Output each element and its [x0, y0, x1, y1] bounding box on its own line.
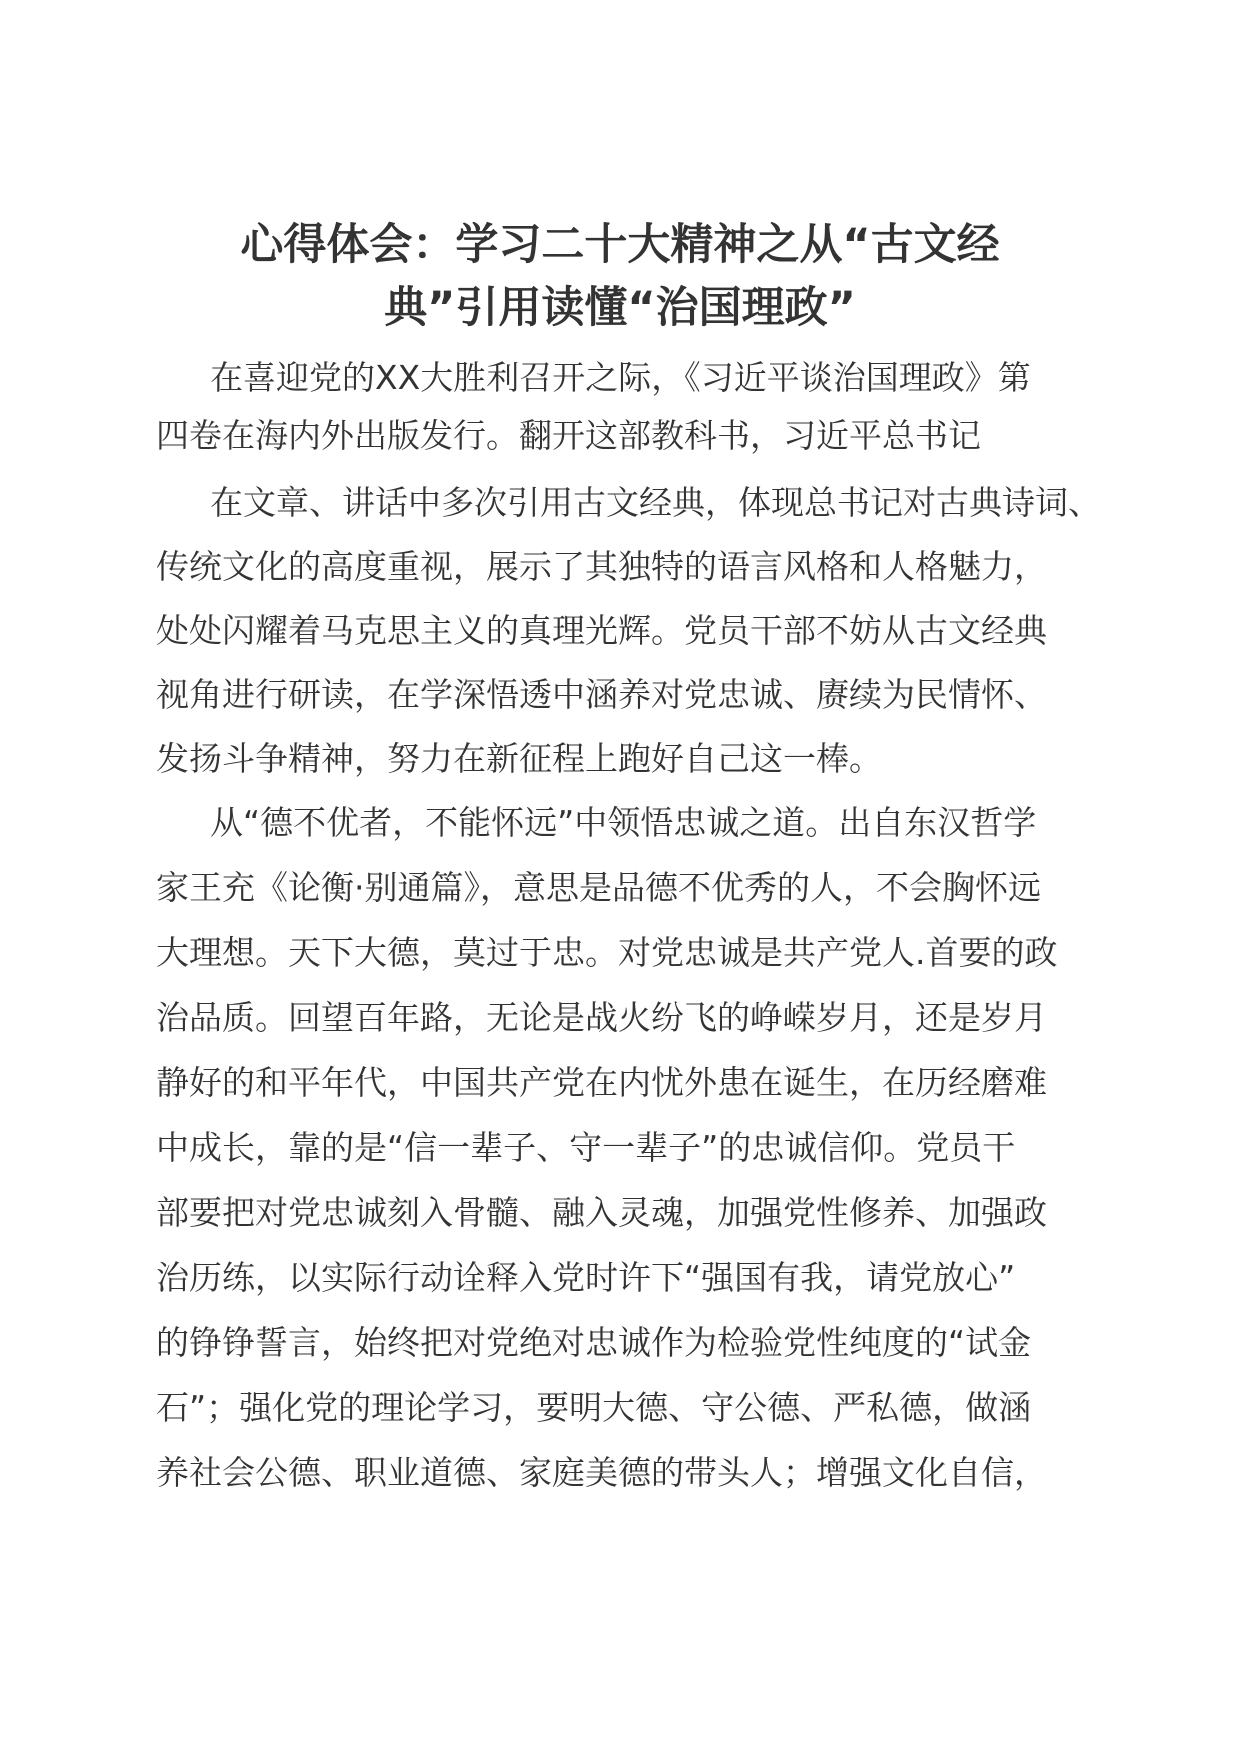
body-line: 中成长，靠的是“信一辈子、守一辈子”的忠诚信仰。党员干 — [156, 1128, 1016, 1167]
body-line: 部要把对党忠诚刻入骨髓、融入灵魂，加强党性修养、加强政 — [156, 1193, 1047, 1232]
body-line: 家王充《论衡·别通篇》，意思是品德不优秀的人，不会胸怀远 — [156, 868, 1041, 907]
body-line: 大理想。天下大德，莫过于忠。对党忠诚是共产党人.首要的政 — [156, 933, 1058, 972]
body-line: 的铮铮誓言，始终把对党绝对忠诚作为检验党性纯度的“试金 — [156, 1323, 1032, 1362]
body-line: 在喜迎党的XX大胜利召开之际，《习近平谈治国理政》第 — [210, 358, 1031, 397]
body-line: 治历练，以实际行动诠释入党时许下“强国有我，请党放心” — [156, 1258, 1016, 1297]
body-line: 从“德不优者，不能怀远”中领悟忠诚之道。出自东汉哲学 — [210, 803, 1037, 842]
document-title-line-2: 典”引用读懂“治国理政” — [384, 283, 856, 333]
body-line: 在文章、讲话中多次引用古文经典，体现总书记对古典诗词、 — [210, 483, 1101, 522]
body-line: 传统文化的高度重视，展示了其独特的语言风格和人格魅力， — [156, 547, 1047, 586]
body-line: 发扬斗争精神，努力在新征程上跑好自己这一棒。 — [156, 739, 882, 778]
body-line: 视角进行研读，在学深悟透中涵养对党忠诚、赓续为民情怀、 — [156, 675, 1047, 714]
body-line: 四卷在海内外出版发行。翻开这部教科书，习近平总书记 — [156, 416, 981, 455]
body-line: 处处闪耀着马克思主义的真理光辉。党员干部不妨从古文经典 — [156, 611, 1047, 650]
body-line: 养社会公德、职业道德、家庭美德的带头人；增强文化自信， — [156, 1453, 1047, 1492]
document-title-line-1: 心得体会：学习二十大精神之从“古文经 — [240, 220, 1000, 270]
body-line: 石”；强化党的理论学习，要明大德、守公德、严私德，做涵 — [156, 1388, 1032, 1427]
body-line: 静好的和平年代，中国共产党在内忧外患在诞生，在历经磨难 — [156, 1063, 1047, 1102]
body-line: 治品质。回望百年路，无论是战火纷飞的峥嵘岁月，还是岁月 — [156, 998, 1047, 1037]
